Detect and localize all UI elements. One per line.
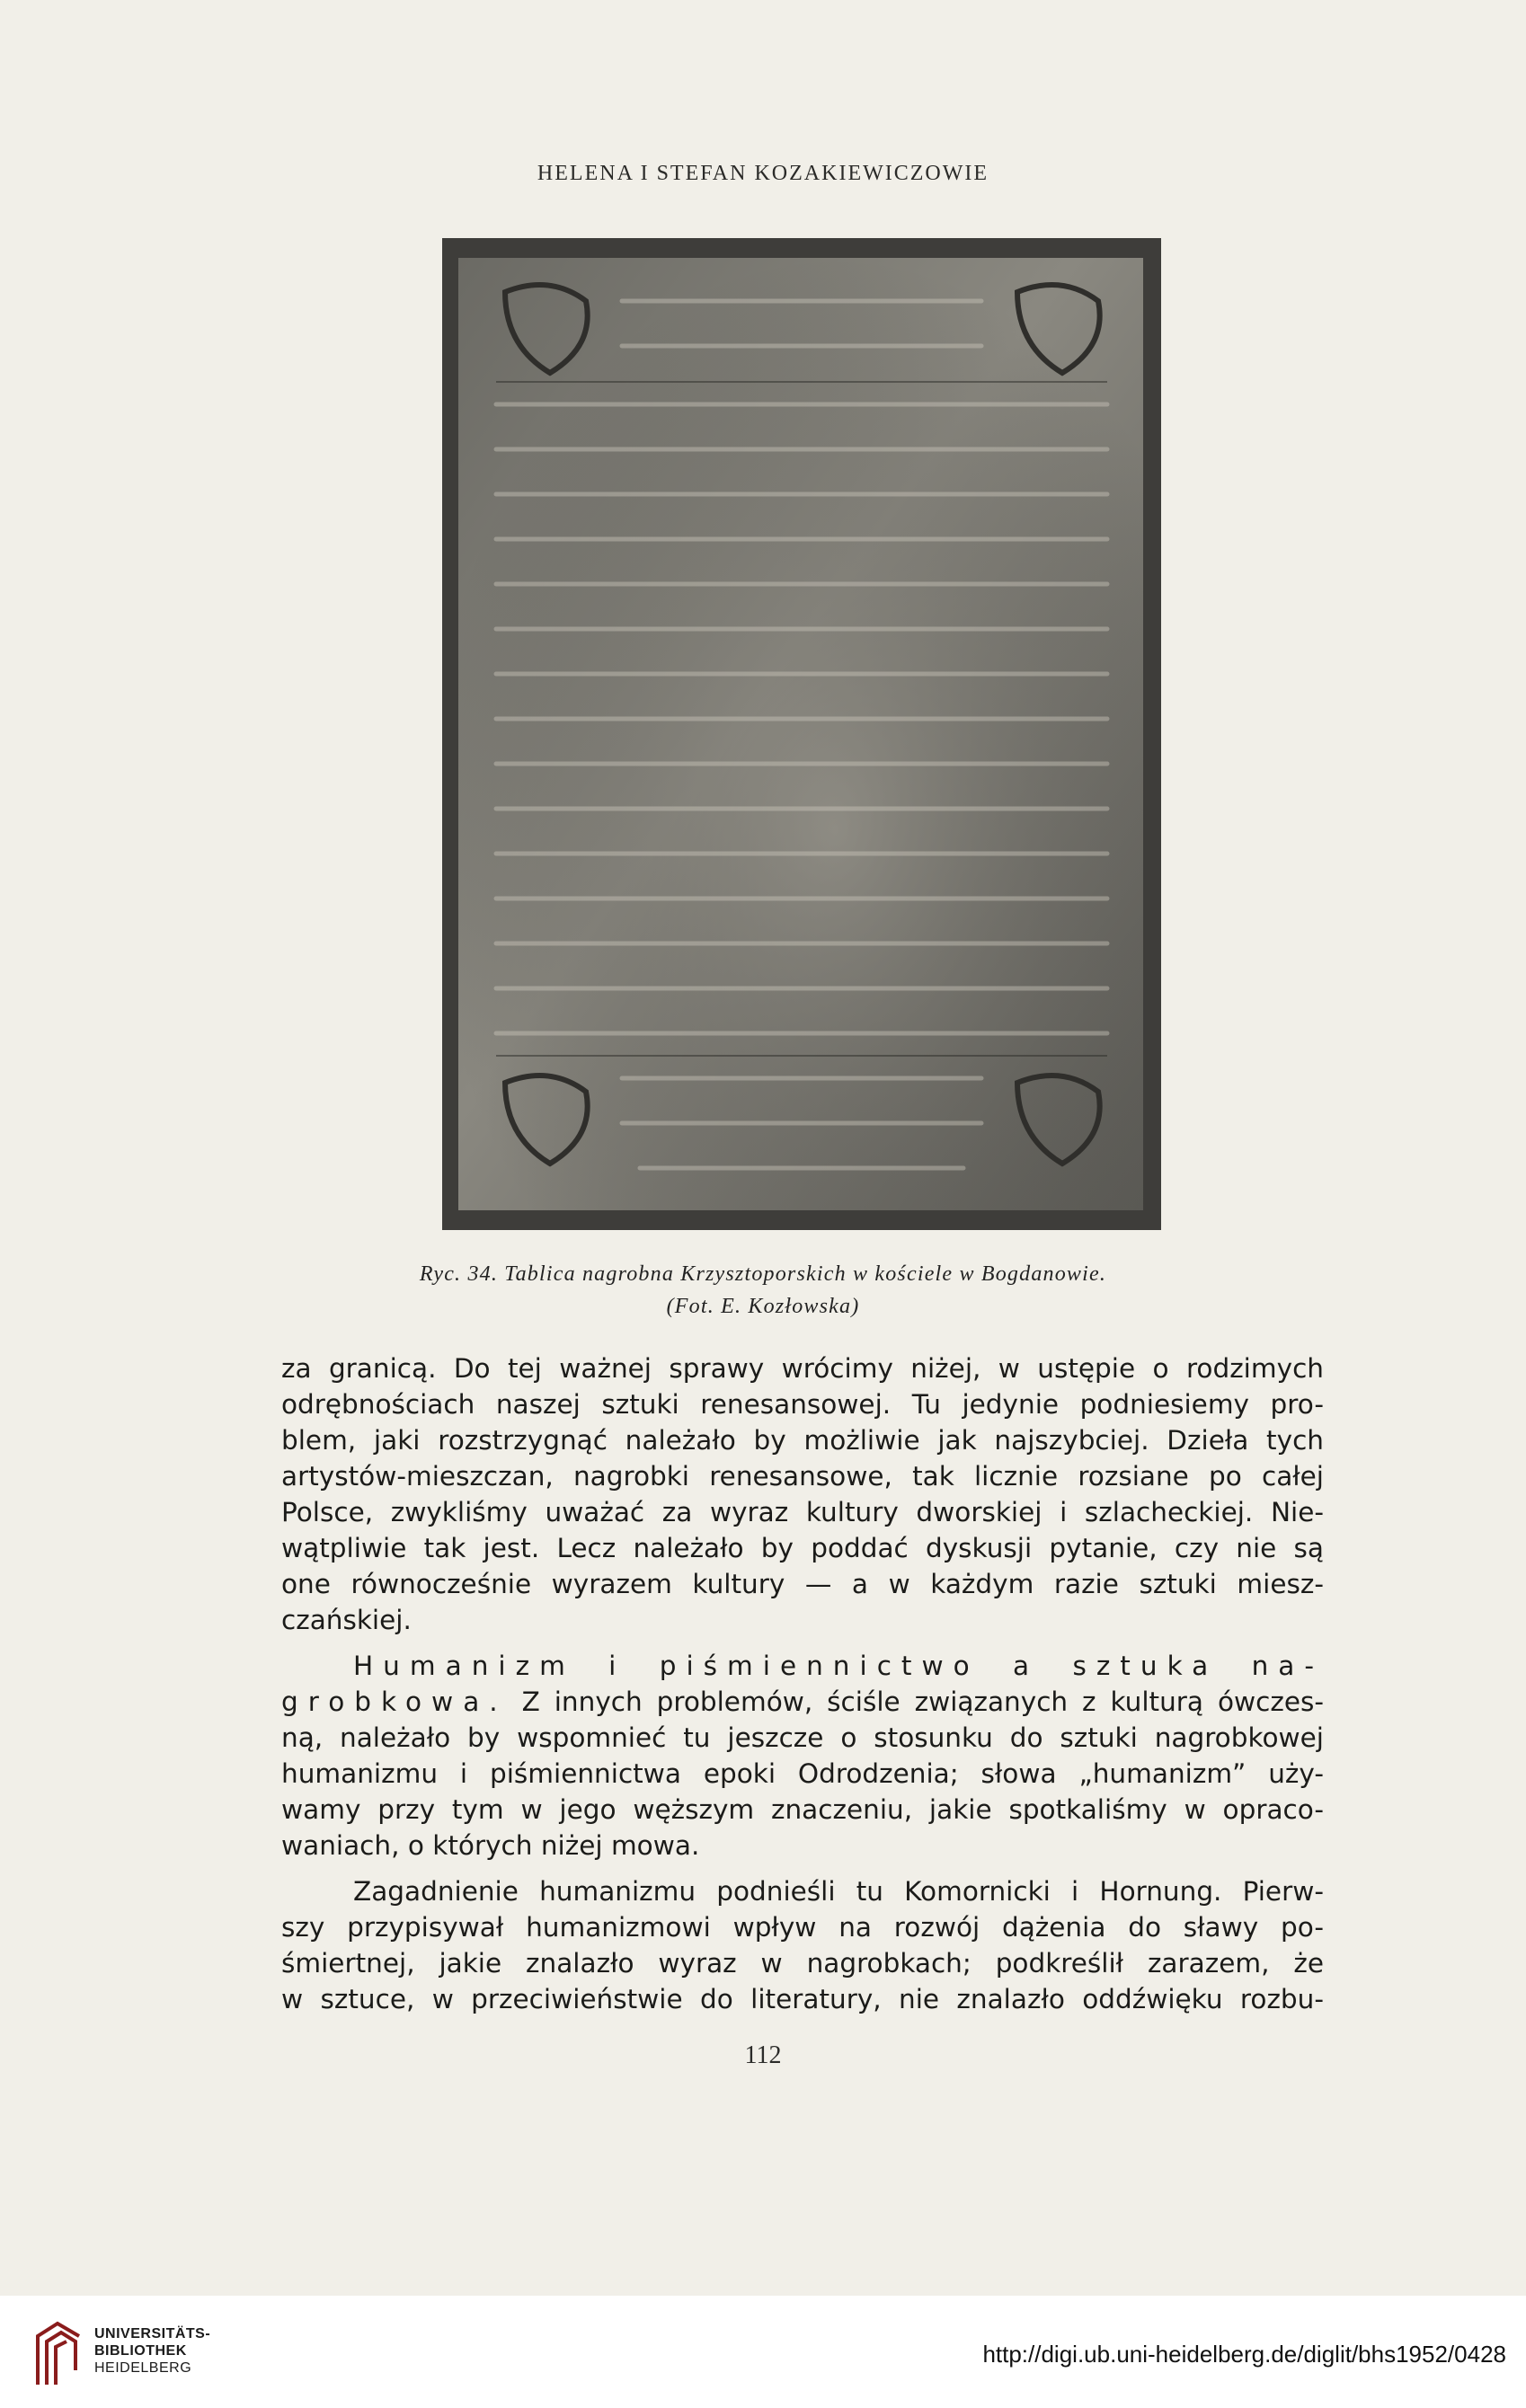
figure-caption: [0, 1258, 1526, 1323]
text-line-rest: Z innych problemów, ściśle związanych z kulturą ówczes-: [521, 1686, 1324, 1717]
text-line: wątpliwie tak jest. Lecz należało by poddać dyskusji pytanie, czy nie są: [281, 1533, 1324, 1563]
library-logo-icon: [31, 2318, 86, 2390]
text-line: wamy przy tym w jego węższym znaczeniu, jakie spotkaliśmy w opraco-: [281, 1794, 1324, 1825]
page-number: 112: [744, 2041, 782, 2069]
tombstone-photograph: [442, 238, 1161, 1230]
caption-title: Ryc. 34. Tablica nagrobna Krzysztoporskich w kościele w Bogdanowie.: [419, 1262, 1107, 1286]
text-line: za granicą. Do tej ważnej sprawy wrócimy niżej, w ustępie o rodzimych: [281, 1353, 1324, 1384]
text-line: artystów-mieszczan, nagrobki renesansowe, tak licznie rozsiane po całej: [281, 1461, 1324, 1492]
text-line: blem, jaki rozstrzygnąć należało by możliwie jak najszybciej. Dzieła tych: [281, 1425, 1324, 1456]
section-heading: Humanizm i piśmiennictwo a sztuka na-: [353, 1651, 1324, 1681]
digitization-footer: [0, 2296, 1526, 2408]
library-name-line: HEIDELBERG: [94, 2360, 192, 2376]
library-name: [94, 2325, 210, 2377]
running-head: HELENA I STEFAN KOZAKIEWICZOWIE: [537, 162, 989, 185]
text-line: śmiertnej, jakie znalazło wyraz w nagrobkach; podkreślił zarazem, że: [281, 1948, 1324, 1979]
library-name-line: UNIVERSITÄTS-: [94, 2326, 211, 2342]
text-line: ną, należało by wspomnieć tu jeszcze o stosunku do sztuki nagrobkowej: [281, 1722, 1324, 1753]
text-line: czańskiej.: [281, 1605, 412, 1635]
text-line: w sztuce, w przeciwieństwie do literatury, nie znalazło oddźwięku rozbu-: [281, 1984, 1324, 2014]
text-line: szy przypisywał humanizmowi wpływ na rozwój dążenia do sławy po-: [281, 1912, 1324, 1943]
source-url-link[interactable]: http://digi.ub.uni-heidelberg.de/diglit/bhs1952/0428: [982, 2341, 1506, 2368]
text-line: Polsce, zwykliśmy uważać za wyraz kultury dworskiej i szlacheckiej. Nie-: [281, 1497, 1324, 1527]
text-line: Zagadnienie humanizmu podnieśli tu Komornicki i Hornung. Pierw-: [353, 1876, 1324, 1907]
library-name-line: BIBLIOTHEK: [94, 2343, 187, 2359]
text-line: waniach, o których niżej mowa.: [281, 1830, 700, 1861]
caption-credit: (Fot. E. Kozłowska): [666, 1295, 860, 1318]
text-line: humanizmu i piśmiennictwa epoki Odrodzenia; słowa „humanizm” uży-: [281, 1758, 1324, 1789]
section-heading-continued: grobkowa.: [281, 1686, 508, 1717]
text-line: [281, 1684, 1324, 1720]
text-line: one równocześnie wyrazem kultury — a w każdym razie sztuki miesz-: [281, 1569, 1324, 1599]
body-text: [281, 1350, 1324, 2017]
text-line: odrębnościach naszej sztuki renesansowej. Tu jedynie podniesiemy pro-: [281, 1389, 1324, 1420]
